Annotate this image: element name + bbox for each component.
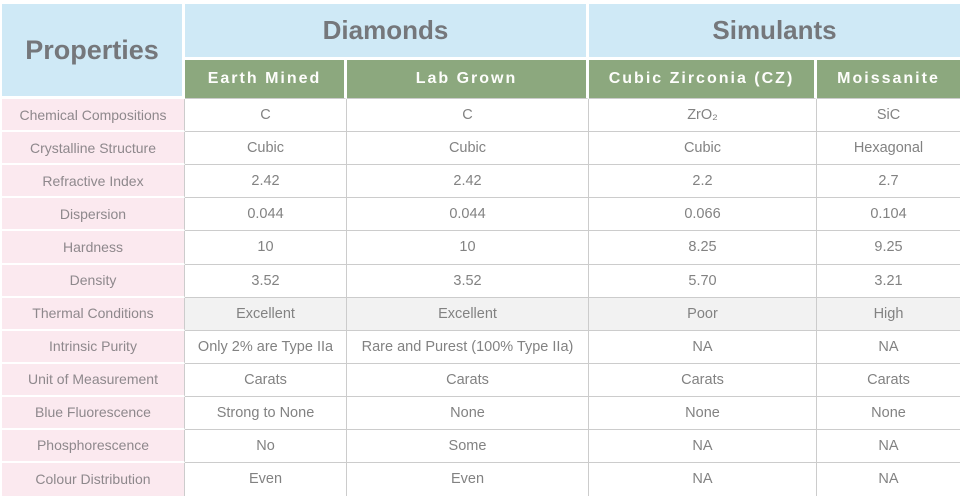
property-label: Refractive Index — [2, 165, 185, 198]
property-label: Colour Distribution — [2, 463, 185, 496]
table-row — [2, 265, 960, 298]
column-header-cubic-zirconia: Cubic Zirconia (CZ) — [589, 60, 817, 99]
property-label: Unit of Measurement — [2, 364, 185, 397]
cell-lab-grown: 0.044 — [347, 198, 589, 231]
cell-earth-mined: Excellent — [185, 298, 347, 331]
cell-lab-grown: Rare and Purest (100% Type IIa) — [347, 331, 589, 364]
table-row — [2, 198, 960, 231]
property-label: Density — [2, 265, 185, 298]
cell-lab-grown: Excellent — [347, 298, 589, 331]
cell-cubic-zirconia: None — [589, 397, 817, 430]
cell-earth-mined: 2.42 — [185, 165, 347, 198]
cell-earth-mined: 10 — [185, 231, 347, 264]
cell-cubic-zirconia: 5.70 — [589, 265, 817, 298]
table-row-highlighted — [2, 298, 960, 331]
table-row — [2, 430, 960, 463]
cell-cubic-zirconia: Poor — [589, 298, 817, 331]
cell-moissanite: NA — [817, 463, 960, 496]
cell-lab-grown: C — [347, 99, 589, 132]
cell-earth-mined: 0.044 — [185, 198, 347, 231]
table-row — [2, 99, 960, 132]
table-row — [2, 231, 960, 264]
cell-earth-mined: Only 2% are Type IIa — [185, 331, 347, 364]
cell-earth-mined: Even — [185, 463, 347, 496]
table-row — [2, 463, 960, 496]
cell-lab-grown: 2.42 — [347, 165, 589, 198]
cell-moissanite: NA — [817, 331, 960, 364]
cell-cubic-zirconia: NA — [589, 331, 817, 364]
cell-lab-grown: Some — [347, 430, 589, 463]
column-header-moissanite: Moissanite — [817, 60, 960, 99]
cell-moissanite: 3.21 — [817, 265, 960, 298]
property-label: Blue Fluorescence — [2, 397, 185, 430]
table-row — [2, 165, 960, 198]
cell-moissanite: High — [817, 298, 960, 331]
column-header-lab-grown: Lab Grown — [347, 60, 589, 99]
cell-moissanite: 2.7 — [817, 165, 960, 198]
cell-lab-grown: Cubic — [347, 132, 589, 165]
property-label: Phosphorescence — [2, 430, 185, 463]
property-label: Chemical Compositions — [2, 99, 185, 132]
property-label: Thermal Conditions — [2, 298, 185, 331]
property-label: Crystalline Structure — [2, 132, 185, 165]
column-header-earth-mined: Earth Mined — [185, 60, 347, 99]
group-header-row — [2, 4, 960, 60]
table-row — [2, 331, 960, 364]
cell-moissanite: None — [817, 397, 960, 430]
group-header-diamonds: Diamonds — [185, 4, 589, 60]
property-label: Dispersion — [2, 198, 185, 231]
cell-cubic-zirconia: ZrO₂ — [589, 99, 817, 132]
cell-moissanite: SiC — [817, 99, 960, 132]
cell-moissanite: NA — [817, 430, 960, 463]
cell-earth-mined: Carats — [185, 364, 347, 397]
cell-moissanite: 9.25 — [817, 231, 960, 264]
cell-cubic-zirconia: 8.25 — [589, 231, 817, 264]
table-row — [2, 364, 960, 397]
cell-lab-grown: Carats — [347, 364, 589, 397]
cell-cubic-zirconia: Cubic — [589, 132, 817, 165]
cell-moissanite: 0.104 — [817, 198, 960, 231]
table-row — [2, 132, 960, 165]
property-label: Intrinsic Purity — [2, 331, 185, 364]
cell-cubic-zirconia: 0.066 — [589, 198, 817, 231]
cell-earth-mined: Cubic — [185, 132, 347, 165]
cell-lab-grown: 10 — [347, 231, 589, 264]
cell-lab-grown: None — [347, 397, 589, 430]
cell-earth-mined: 3.52 — [185, 265, 347, 298]
diamonds-vs-simulants-table — [2, 4, 960, 496]
cell-moissanite: Hexagonal — [817, 132, 960, 165]
cell-moissanite: Carats — [817, 364, 960, 397]
table-row — [2, 397, 960, 430]
cell-cubic-zirconia: NA — [589, 463, 817, 496]
property-label: Hardness — [2, 231, 185, 264]
cell-cubic-zirconia: 2.2 — [589, 165, 817, 198]
group-header-simulants: Simulants — [589, 4, 960, 60]
cell-earth-mined: C — [185, 99, 347, 132]
cell-lab-grown: Even — [347, 463, 589, 496]
cell-cubic-zirconia: Carats — [589, 364, 817, 397]
cell-lab-grown: 3.52 — [347, 265, 589, 298]
cell-cubic-zirconia: NA — [589, 430, 817, 463]
properties-header: Properties — [2, 4, 185, 99]
cell-earth-mined: Strong to None — [185, 397, 347, 430]
cell-earth-mined: No — [185, 430, 347, 463]
